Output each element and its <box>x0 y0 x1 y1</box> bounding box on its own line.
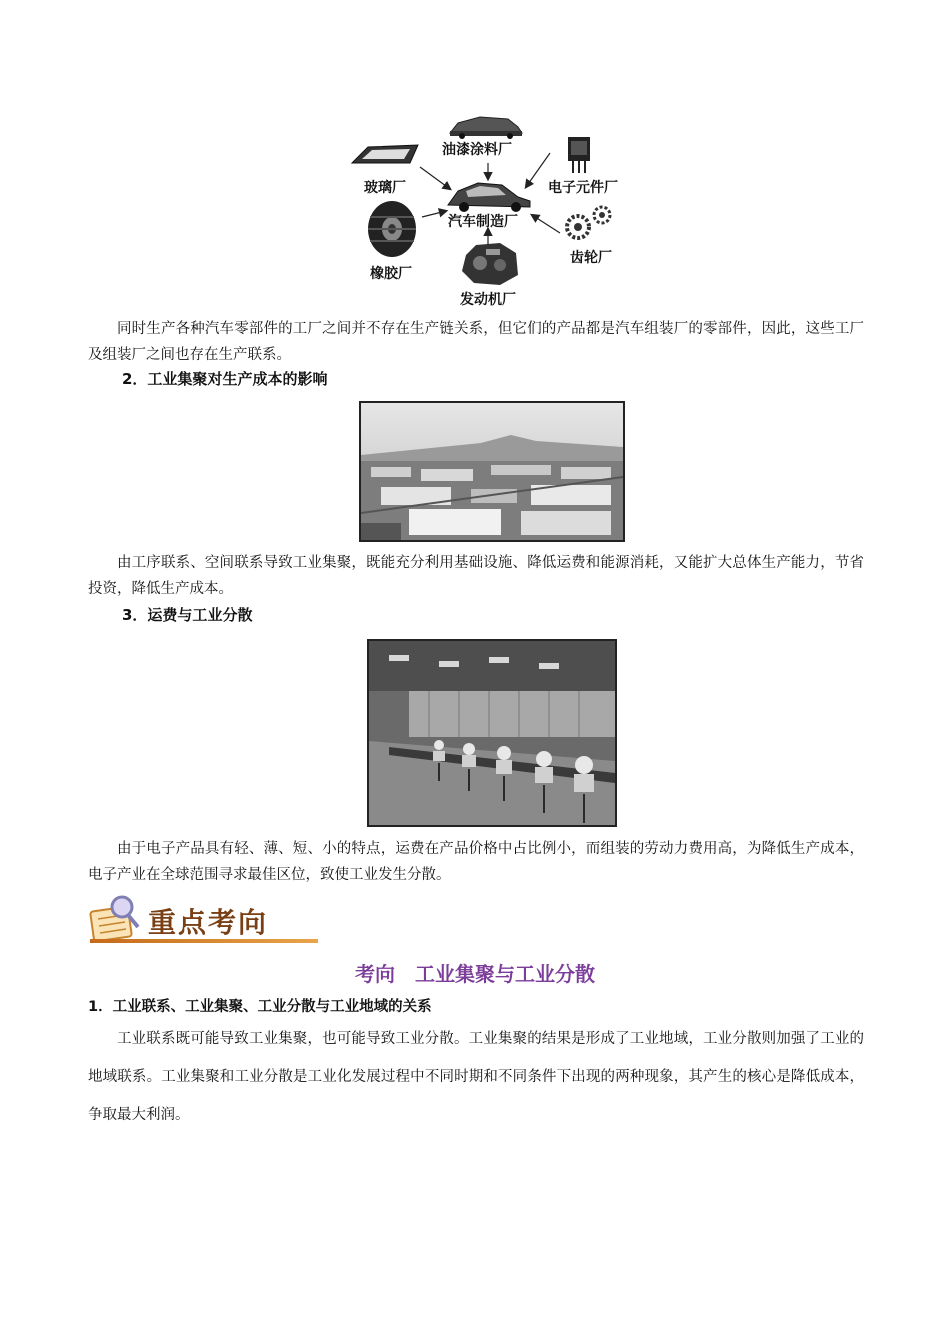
notebook-magnifier-icon <box>84 893 148 945</box>
banner-title: 重点考向 <box>148 906 269 939</box>
electronic-component-illustration <box>568 137 590 173</box>
paragraph-relationship-body: 工业联系既可能导致工业集聚，也可能导致工业分散。工业集聚的结果是形成了工业地域，工业分散则加强了工业的地域联系。工业集聚和工业分散是工业化发展过程中不同时期和不同条件下出现的两种现象，其产生的核心是降低成本，争取最大利润。 <box>88 1031 864 1123</box>
label-paint-factory: 油漆涂料厂 <box>442 142 512 158</box>
label-rubber-factory: 橡胶厂 <box>370 266 412 282</box>
label-electronics-factory: 电子元件厂 <box>548 180 618 196</box>
label-gear-factory: 齿轮厂 <box>570 250 612 266</box>
glass-pane-illustration <box>352 145 418 163</box>
banner-underline <box>90 939 318 943</box>
section-title: 考向 工业集聚与工业分散 <box>355 962 595 986</box>
assembly-workshop-photo <box>367 639 617 827</box>
industry-linkage-diagram <box>340 105 640 310</box>
key-points-banner <box>84 893 319 951</box>
sub-heading-relationship: 1．工业联系、工业集聚、工业分散与工业地域的关系 <box>88 999 432 1015</box>
gears-illustration <box>567 207 610 238</box>
engine-illustration <box>462 243 518 285</box>
painted-car-illustration <box>450 117 522 139</box>
paragraph-production-linkage: 同时生产各种汽车零部件的工厂之间并不存在生产链关系，但它们的产品都是汽车组装厂的零部件，因此，这些工厂及组装厂之间也存在生产联系。 <box>88 321 864 363</box>
heading-transport-dispersion: 3．运费与工业分散 <box>122 606 253 624</box>
industrial-park-photo <box>359 401 625 542</box>
paragraph-electronics-dispersion: 由于电子产品具有轻、薄、短、小的特点，运费在产品价格中占比例小，而组装的劳动力费用高，为降低生产成本，电子产业在全球范围寻求最佳区位，致使工业发生分散。 <box>88 841 864 883</box>
label-engine-factory: 发动机厂 <box>460 292 516 308</box>
heading-agglomeration-cost: 2．工业集聚对生产成本的影响 <box>122 370 328 388</box>
car-factory-illustration <box>448 183 530 212</box>
tyre-illustration <box>368 201 416 257</box>
label-glass-factory: 玻璃厂 <box>364 180 406 196</box>
paragraph-agglomeration-benefit: 由工序联系、空间联系导致工业集聚，既能充分利用基础设施、降低运费和能源消耗，又能扩大总体生产能力，节省投资，降低生产成本。 <box>88 555 864 597</box>
label-car-factory: 汽车制造厂 <box>448 214 518 230</box>
